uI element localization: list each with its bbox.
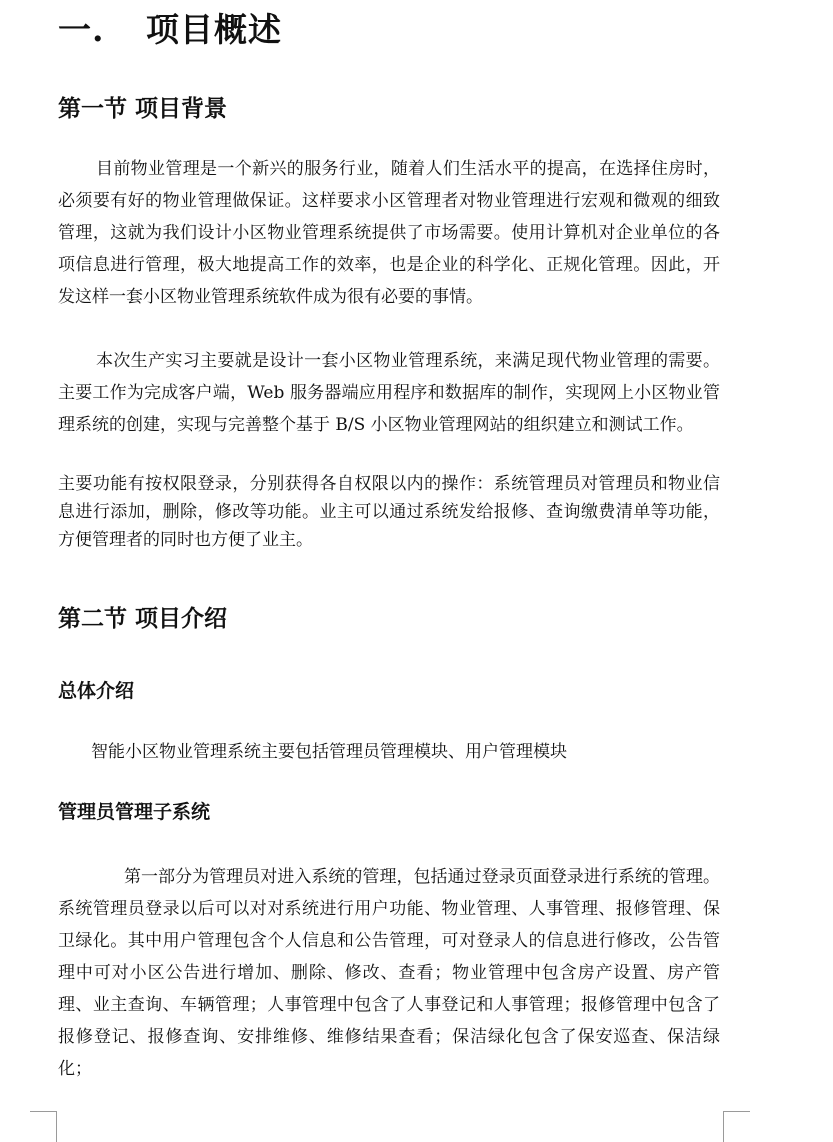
chapter-heading [58, 4, 282, 51]
page-corner-mark-left [30, 1111, 57, 1142]
background-paragraph-3: 主要功能有按权限登录，分别获得各自权限以内的操作：系统管理员对管理员和物业信息进行添加，删除，修改等功能。业主可以通过系统发给报修、查询缴费清单等功能，方便管理者的同时也方便了业主。 [58, 474, 720, 550]
overview-heading: 总体介绍 [58, 680, 135, 702]
admin-subsystem-paragraph: 第一部分为管理员对进入系统的管理，包括通过登录页面登录进行系统的管理。系统管理员登录以后可以对对系统进行用户功能、物业管理、人事管理、报修管理、保卫绿化。其中用户管理包含个人信息和公告管理，可对登录人的信息进行修改，公告管理中可对小区公告进行增加、删除、修改、查看；物业管理中包含房产设置、房产管理、业主查询、车辆管理；人事管理中包含了人事登记和人事管理；报修管理中包含了报修登记、报修查询、安排维修、维修结果查看；保洁绿化包含了保安巡查、保洁绿化； [58, 867, 720, 1079]
page-corner-mark-right [723, 1111, 750, 1142]
chapter-title: 项目概述 [146, 10, 282, 49]
admin-subsystem-heading: 管理员管理子系统 [58, 801, 211, 823]
overview-paragraph: 智能小区物业管理系统主要包括管理员管理模块、用户管理模块 [91, 742, 567, 762]
background-paragraph-1: 目前物业管理是一个新兴的服务行业，随着人们生活水平的提高，在选择住房时，必须要有好的物业管理做保证。这样要求小区管理者对物业管理进行宏观和微观的细致管理，这就为我们设计小区物业管理系统提供了市场需要。使用计算机对企业单位的各项信息进行管理，极大地提高工作的效率，也是企业的科学化、正规化管理。因此，开发这样一套小区物业管理系统软件成为很有必要的事情。 [58, 159, 720, 307]
chapter-number: 一. [58, 10, 105, 49]
section-heading-background: 第一节 项目背景 [58, 95, 228, 122]
background-paragraph-2: 本次生产实习主要就是设计一套小区物业管理系统，来满足现代物业管理的需要。主要工作为完成客户端，Web 服务器端应用程序和数据库的制作，实现网上小区物业管理系统的创建，实现与完善整个基于 B/S 小区物业管理网站的组织建立和测试工作。 [58, 351, 720, 435]
section-heading-introduction: 第二节 项目介绍 [58, 605, 228, 632]
